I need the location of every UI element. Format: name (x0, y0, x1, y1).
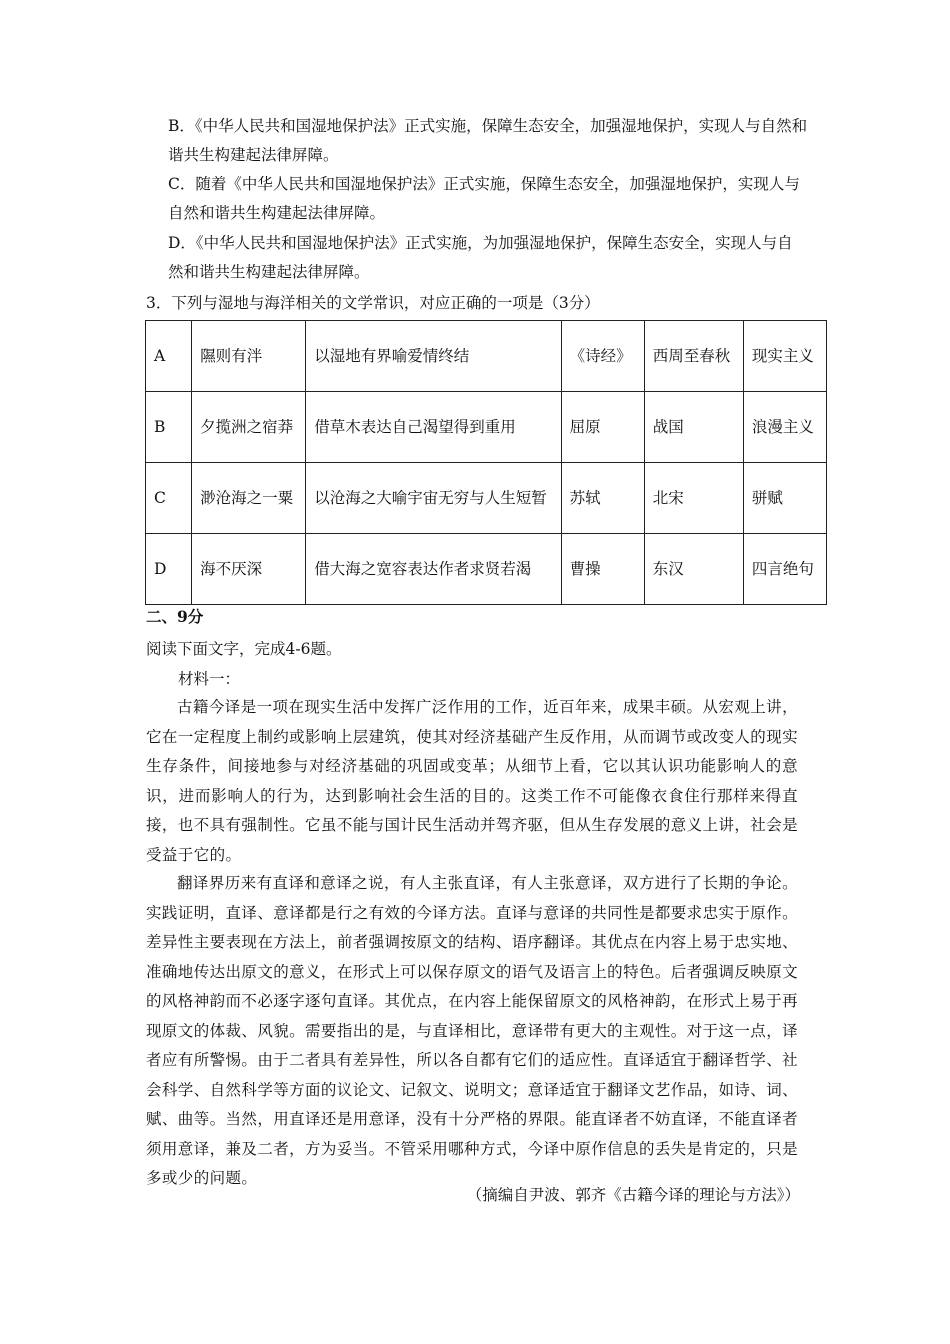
option-b: B．《中华人民共和国湿地保护法》正式实施，保障生态安全，加强湿地保护，实现人与自然和谐共生构建起法律屏障。 (168, 117, 808, 164)
table-cell: B (146, 392, 192, 463)
source-citation: （摘编自尹波、郭齐《古籍今译的理论与方法》） (466, 1186, 800, 1204)
reading-instruction: 阅读下面文字，完成4-6题。 (146, 640, 342, 658)
table-cell: 海不厌深 (192, 534, 306, 605)
table-cell: 隰则有泮 (192, 321, 306, 392)
table-cell: 北宋 (644, 463, 743, 534)
table-cell: C (146, 463, 192, 534)
table-cell: 骈赋 (743, 463, 826, 534)
table-cell: 借大海之宽容表达作者求贤若渴 (306, 534, 561, 605)
table-cell: 战国 (644, 392, 743, 463)
table-cell: 渺沧海之一粟 (192, 463, 306, 534)
table-cell: 四言绝句 (743, 534, 826, 605)
table-cell: D (146, 534, 192, 605)
material-label: 材料一： (178, 670, 241, 688)
table-cell: 借草木表达自己渴望得到重用 (306, 392, 561, 463)
table-cell: 屈原 (561, 392, 644, 463)
table-cell: 东汉 (644, 534, 743, 605)
table-cell: 夕揽洲之宿莽 (192, 392, 306, 463)
table-cell: A (146, 321, 192, 392)
section-heading: 二、9分 (146, 607, 204, 626)
table-cell: 《诗经》 (561, 321, 644, 392)
table-cell: 西周至春秋 (644, 321, 743, 392)
table-cell: 曹操 (561, 534, 644, 605)
paragraph-2: 翻译界历来有直译和意译之说，有人主张直译，有人主张意译，双方进行了长期的争论。实践证明，直译、意译都是行之有效的今译方法。直译与意译的共同性是都要求忠实于原作。差异性主要表现在方法上，前者强调按原文的结构、语序翻译。其优点在内容上易于忠实地、准确地传达出原文的意义，在形式上可以保存原文的语气及语言上的特色。后者强调反映原文的风格神韵而不必逐字逐句直译。其优点，在内容上能保留原文的风格神韵，在形式上易于再现原文的体裁、风貌。需要指出的是，与直译相比，意译带有更大的主观性。对于这一点，译者应有所警惕。由于二者具有差异性，所以各自都有它们的适应性。直译适宜于翻译哲学、社会科学、自然科学等方面的议论文、记叙文、说明文；意译适宜于翻译文艺作品，如诗、词、赋、曲等。当然，用直译还是用意译，没有十分严格的界限。能直译者不妨直译，不能直译者须用意译，兼及二者，方为妥当。不管采用哪种方式，今译中原作信息的丢失是肯定的，只是多或少的问题。 (146, 874, 798, 1187)
literature-table (145, 320, 827, 605)
table-cell: 浪漫主义 (743, 392, 826, 463)
question-3: 3．下列与湿地与海洋相关的文学常识，对应正确的一项是（3分） (146, 294, 600, 312)
table-cell: 现实主义 (743, 321, 826, 392)
paragraph-1: 古籍今译是一项在现实生活中发挥广泛作用的工作，近百年来，成果丰硕。从宏观上讲，它在一定程度上制约或影响上层建筑，使其对经济基础产生反作用，从而调节或改变人的现实生存条件，间接地参与对经济基础的巩固或变革；从细节上看，它以其认识功能影响人的意识，进而影响人的行为，达到影响社会生活的目的。这类工作不可能像衣食住行那样来得直接，也不具有强制性。它虽不能与国计民生活动并驾齐驱，但从生存发展的意义上讲，社会是受益于它的。 (146, 698, 798, 864)
table-cell: 以沧海之大喻宇宙无穷与人生短暂 (306, 463, 561, 534)
option-d: D．《中华人民共和国湿地保护法》正式实施，为加强湿地保护，保障生态安全，实现人与自然和谐共生构建起法律屏障。 (168, 234, 793, 281)
table-cell: 以湿地有界喻爱情终结 (306, 321, 561, 392)
option-c: C．随着《中华人民共和国湿地保护法》正式实施，保障生态安全，加强湿地保护，实现人与自然和谐共生构建起法律屏障。 (168, 175, 800, 222)
table-cell: 苏轼 (561, 463, 644, 534)
table-row (146, 321, 827, 392)
table-row (146, 463, 827, 534)
table-row (146, 534, 827, 605)
table-row (146, 392, 827, 463)
